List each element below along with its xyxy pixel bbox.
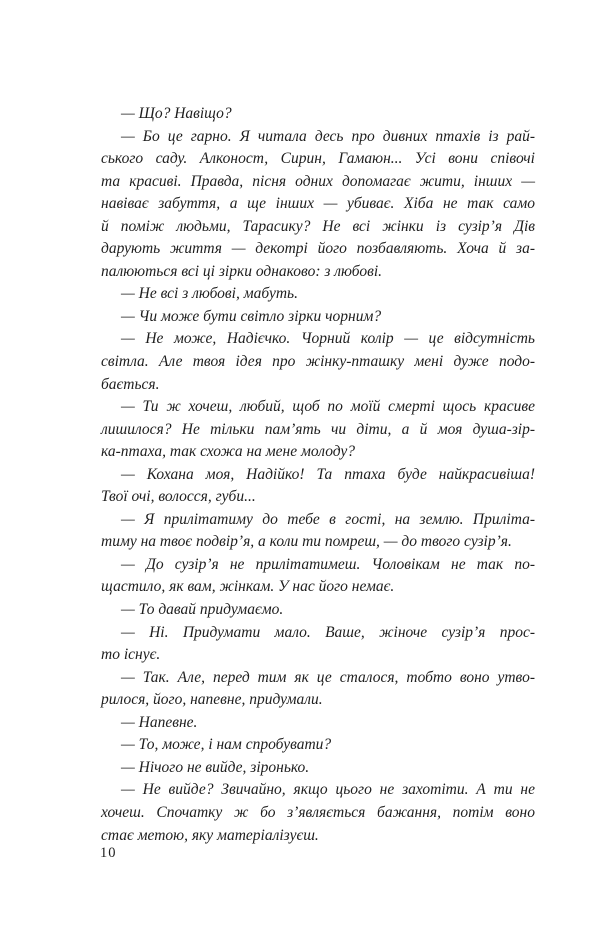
text-line: тиму на твоє подвір’я, а коли ти помреш, — до твого сузір’я. — [101, 533, 512, 551]
paragraph — [101, 306, 535, 329]
text-line: бається. — [101, 375, 160, 393]
text-line: й поміж людьми, Тарасику? Не всі жінки із сузір’я Дів — [101, 217, 535, 235]
text-line: — Кохана моя, Надійко! Та птаха буде найкрасивіша! — [121, 465, 535, 483]
text-line: — Ти ж хочеш, любий, щоб по моїй смерті щось красиве — [121, 398, 535, 416]
paragraph — [101, 599, 535, 622]
text-line: — Так. Але, перед тим як це сталося, тобто воно утво- — [121, 668, 535, 686]
text-line: хочеш. Спочатку ж бо з’являється бажання, потім воно — [101, 803, 535, 821]
text-line: то існує. — [101, 646, 161, 664]
paragraph — [101, 396, 535, 464]
text-line: рилося, його, напевне, придумали. — [101, 691, 323, 709]
text-line: — Не може, Надієчко. Чорний колір — це відсутність — [121, 330, 535, 348]
text-line: — Ні. Придумати мало. Ваше, жіноче сузір’я прос- — [121, 623, 535, 641]
text-line: — Напевне. — [121, 713, 198, 731]
paragraph — [101, 126, 535, 284]
paragraph — [101, 734, 535, 757]
text-line: ського саду. Алконост, Сирин, Гамаюн... Усі вони співочі — [101, 150, 535, 168]
paragraph — [101, 667, 535, 712]
paragraph — [101, 554, 535, 599]
page-text — [101, 103, 535, 847]
text-line: — До сузір’я не прилітатимеш. Чоловікам не так по- — [121, 555, 535, 573]
text-line: стає метою, яку матеріалізуєш. — [101, 826, 319, 844]
text-line: щастило, як вам, жінкам. У нас його немає. — [101, 578, 395, 596]
text-line: палюються всі ці зірки однаково: з любові. — [101, 262, 383, 280]
paragraph — [101, 283, 535, 306]
paragraph — [101, 509, 535, 554]
paragraph — [101, 712, 535, 735]
paragraph — [101, 103, 535, 126]
text-line: — Не вийде? Звичайно, якщо цього не захотіти. А ти не — [121, 781, 535, 799]
text-line: — Чи може бути світло зірки чорним? — [121, 307, 382, 325]
text-line: — Що? Навіщо? — [121, 105, 232, 122]
text-line: — То давай придумаємо. — [121, 601, 284, 619]
text-line: світла. Але твоя ідея про жінку-пташку мені дуже подо- — [101, 353, 535, 371]
paragraph — [101, 779, 535, 847]
page-number: 10 — [100, 845, 117, 861]
text-line: ка-птаха, так схожа на мене молоду? — [101, 443, 356, 461]
text-line: — Я прилітатиму до тебе в гості, на землю. Приліта- — [121, 510, 535, 528]
text-line: — Нічого не вийде, зіронько. — [121, 758, 310, 776]
text-line: навіває забуття, а ще інших — убиває. Хіба не так само — [101, 195, 535, 213]
text-line: — То, може, і нам спробувати? — [121, 736, 332, 754]
paragraph — [101, 622, 535, 667]
text-line: Твої очі, волосся, губи... — [101, 488, 256, 506]
paragraph — [101, 464, 535, 509]
text-line: лишилося? Не тільки пам’ять чи діти, а й моя душа-зір- — [101, 420, 535, 438]
text-line: — Не всі з любові, мабуть. — [121, 285, 298, 303]
paragraph — [101, 328, 535, 396]
text-line: дарують життя — декотрі його позбавляють. Хоча й за- — [101, 240, 535, 258]
paragraph — [101, 757, 535, 780]
text-line: — Бо це гарно. Я читала десь про дивних птахів із рай- — [121, 127, 535, 145]
text-line: та красиві. Правда, пісня одних допомагає жити, інших — — [101, 172, 535, 190]
